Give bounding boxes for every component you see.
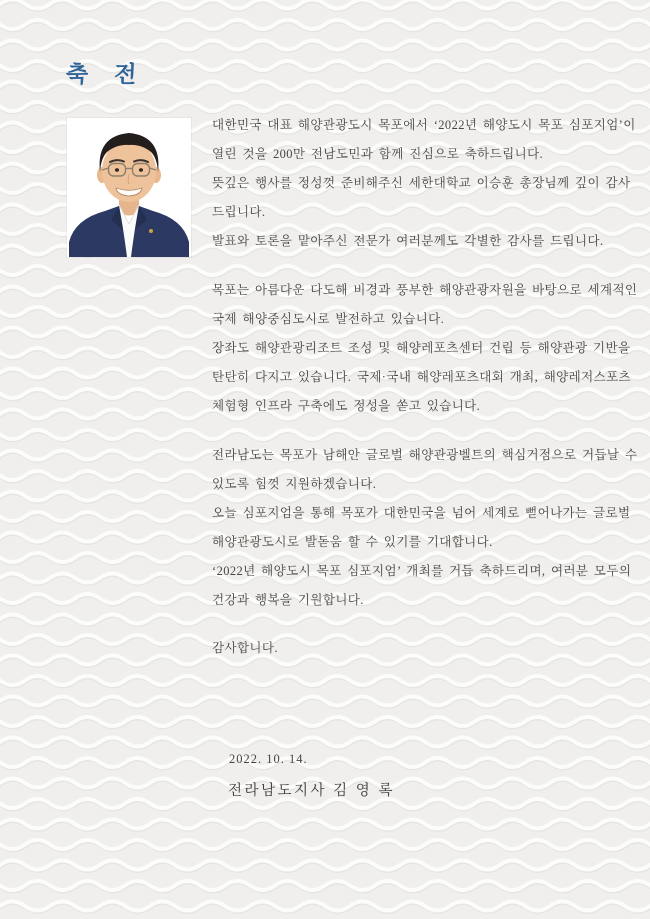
paragraph-block-1 xyxy=(212,111,636,256)
letter-line: 오늘 심포지엄을 통해 목포가 대한민국을 넘어 세계로 뻗어나가는 글로벌 xyxy=(212,506,631,520)
paragraph-block-2 xyxy=(212,276,637,421)
letter-line: 목포는 아름다운 다도해 비경과 풍부한 해양관광자원을 바탕으로 세계적인 xyxy=(212,283,638,297)
closing-thanks xyxy=(212,634,278,663)
letter-line: 감사합니다. xyxy=(212,641,278,655)
letter-line: 장좌도 해양관광리조트 조성 및 해양레포츠센터 건립 등 해양관광 기반을 xyxy=(212,341,631,355)
letter-line: 대한민국 대표 해양관광도시 목포에서 ‘2022년 해양도시 목포 심포지엄’이 xyxy=(212,118,636,132)
letter-line: 건강과 행복을 기원합니다. xyxy=(212,593,364,607)
letter-line: 전라남도는 목포가 남해안 글로벌 해양관광벨트의 핵심거점으로 거듭날 수 xyxy=(212,448,638,462)
portrait-illustration xyxy=(67,118,191,257)
letter-line: 열린 것을 200만 전남도민과 함께 진심으로 축하드립니다. xyxy=(212,147,544,161)
letter-line: 발표와 토론을 맡아주신 전문가 여러분께도 각별한 감사를 드립니다. xyxy=(212,234,604,248)
signature-governor: 전라남도지사 김 영 록 xyxy=(228,783,395,799)
letter-line: 체험형 인프라 구축에도 정성을 쏟고 있습니다. xyxy=(212,399,481,413)
letter-date: 2022. 10. 14. xyxy=(229,752,308,766)
letter-line: ‘2022년 해양도시 목포 심포지엄’ 개최를 거듭 축하드리며, 여러분 모두의 xyxy=(212,564,632,578)
letter-line: 해양관광도시로 발돋움 할 수 있기를 기대합니다. xyxy=(212,535,493,549)
letter-line: 뜻깊은 행사를 정성껏 준비해주신 세한대학교 이승훈 총장님께 깊이 감사 xyxy=(212,176,631,190)
paragraph-block-3 xyxy=(212,441,637,615)
letter-line: 있도록 힘껏 지원하겠습니다. xyxy=(212,477,377,491)
letter-title: 축 전 xyxy=(65,61,147,88)
letter-line: 탄탄히 다지고 있습니다. 국제·국내 해양레포츠대회 개최, 해양레저스포츠 xyxy=(212,370,632,384)
letter-line: 드립니다. xyxy=(212,205,266,219)
portrait-photo xyxy=(67,118,191,257)
letter-line: 국제 해양중심도시로 발전하고 있습니다. xyxy=(212,312,445,326)
